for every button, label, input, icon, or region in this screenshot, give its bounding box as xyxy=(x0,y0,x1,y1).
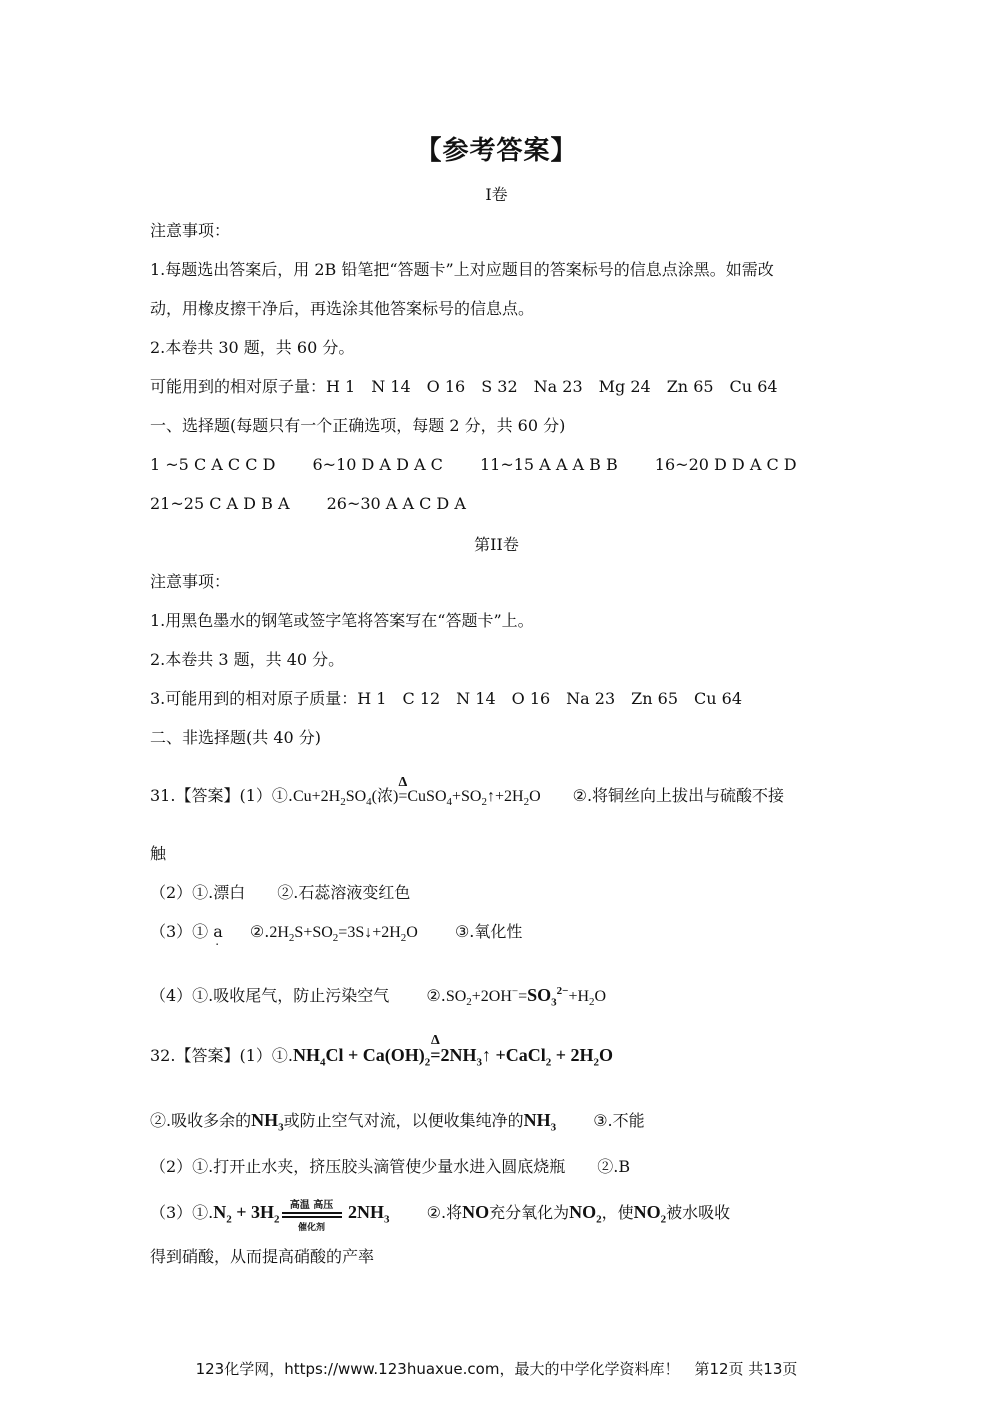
notice-heading-1: 注意事项： xyxy=(150,221,231,240)
answer-group: 11~15 A A A B B xyxy=(479,455,618,474)
q31-part1-continued: 触 xyxy=(150,844,167,863)
answer-group: 16~20 D D A C D xyxy=(654,455,797,474)
volume-two-heading: 第II卷 xyxy=(474,535,519,554)
page-title: 【参考答案】 xyxy=(415,136,578,166)
answer-group: 1 ~5 C A C C D xyxy=(150,455,276,474)
q31-part4-equation: $SO_2+2OH^-=SO_3^{2-}+H_2O$ xyxy=(445,985,607,1009)
notice2-line1: 1.用黑色墨水的钢笔或签字笔将答案写在“答题卡”上。 xyxy=(150,611,534,630)
notice2-line2: 2.本卷共 3 题，共 40 分。 xyxy=(150,650,345,669)
q31-part3-answer: a . xyxy=(213,922,223,941)
q31-label: 31.【答案】(1）①. xyxy=(150,786,293,805)
answer-group: 21~25 C A D B A xyxy=(150,494,290,513)
q31-part1 xyxy=(150,775,785,813)
catalyst-arrow-icon: 高温 高压 催化剂 xyxy=(280,1203,344,1225)
q32-part2: （2）①.打开止水夹，挤压胶头滴管使少量水进入圆底烧瓶 ②.B xyxy=(150,1157,631,1176)
q31-part3: （3）① a . $②.2H_2S+SO_2=3S↓+2H_2O$ ③.氧化性 xyxy=(150,921,522,949)
answer-group: 6~10 D A D A C xyxy=(312,455,443,474)
q32-part1 xyxy=(150,1033,614,1074)
answer-row-1 xyxy=(150,454,797,476)
q32-part3: $(3)①.N_2 + 3H_2$ 高温 高压 催化剂 $2NH_3$ ②.将NO充分氧化为$NO_2$，使$NO_2$被水吸收 xyxy=(150,1199,731,1233)
notice-heading-2: 注意事项： xyxy=(150,572,231,591)
volume-one-heading: I卷 xyxy=(485,185,508,204)
page-footer: 123化学网，https://www.123huaxue.com，最大的中学化学资料库！ 第12页 共13页 xyxy=(195,1360,798,1378)
section-two-heading: 二、非选择题(共 40 分) xyxy=(150,728,322,747)
q31-part3-equation: $2H_2S+SO_2=3S↓+2H_2O$ xyxy=(269,924,418,945)
q32-part3-continued: 得到硝酸，从而提高硝酸的产率 xyxy=(150,1247,375,1266)
q31-equation: $Cu+2H_2SO_4$(浓) Δ $=CuSO_4+SO_2↑+2H_2O$ xyxy=(292,775,541,809)
section-one-heading: 一、选择题(每题只有一个正确选项，每题 2 分，共 60 分) xyxy=(150,416,566,435)
q31-part1-tail: ②.将铜丝向上拔出与硫酸不接 xyxy=(572,786,785,805)
q31-part4: （4）①.吸收尾气，防止污染空气 $②.SO_2+2OH^-=SO_3^{2-}+H_2O$ xyxy=(150,985,607,1009)
answer-row-2 xyxy=(150,493,466,515)
q32-equation-2: $N_2 + 3H_2$ xyxy=(213,1202,280,1226)
notice1-line1: 1.每题选出答案后，用 2B 铅笔把“答题卡”上对应题目的答案标号的信息点涂黑。如需改 xyxy=(150,260,774,279)
q31-part2: （2）①.漂白 ②.石蕊溶液变红色 xyxy=(150,883,411,902)
q32-part1b: ②.吸收多余的$NH_3$或防止空气对流，以便收集纯净的$NH_3$ ③.不能 xyxy=(150,1110,645,1134)
q32-label: 32.【答案】(1）①. xyxy=(150,1046,293,1065)
atomic-mass-line-2: 3.可能用到的相对原子质量：H 1 C 12 N 14 O 16 Na 23 Zn 65 Cu 64 xyxy=(150,689,743,708)
atomic-mass-line-1: 可能用到的相对原子量：H 1 N 14 O 16 S 32 Na 23 Mg 24 Zn 65 Cu 64 xyxy=(150,377,778,396)
q32-equation-1: $NH_4Cl + Ca(OH)_2$ Δ $=2NH_3↑$ +CaCl$_2$ + $2H_2O$ xyxy=(292,1033,614,1069)
answer-group: 26~30 A A C D A xyxy=(326,494,466,513)
notice1-line3: 2.本卷共 30 题，共 60 分。 xyxy=(150,338,355,357)
notice1-line2: 动，用橡皮擦干净后，再选涂其他答案标号的信息点。 xyxy=(150,299,535,318)
